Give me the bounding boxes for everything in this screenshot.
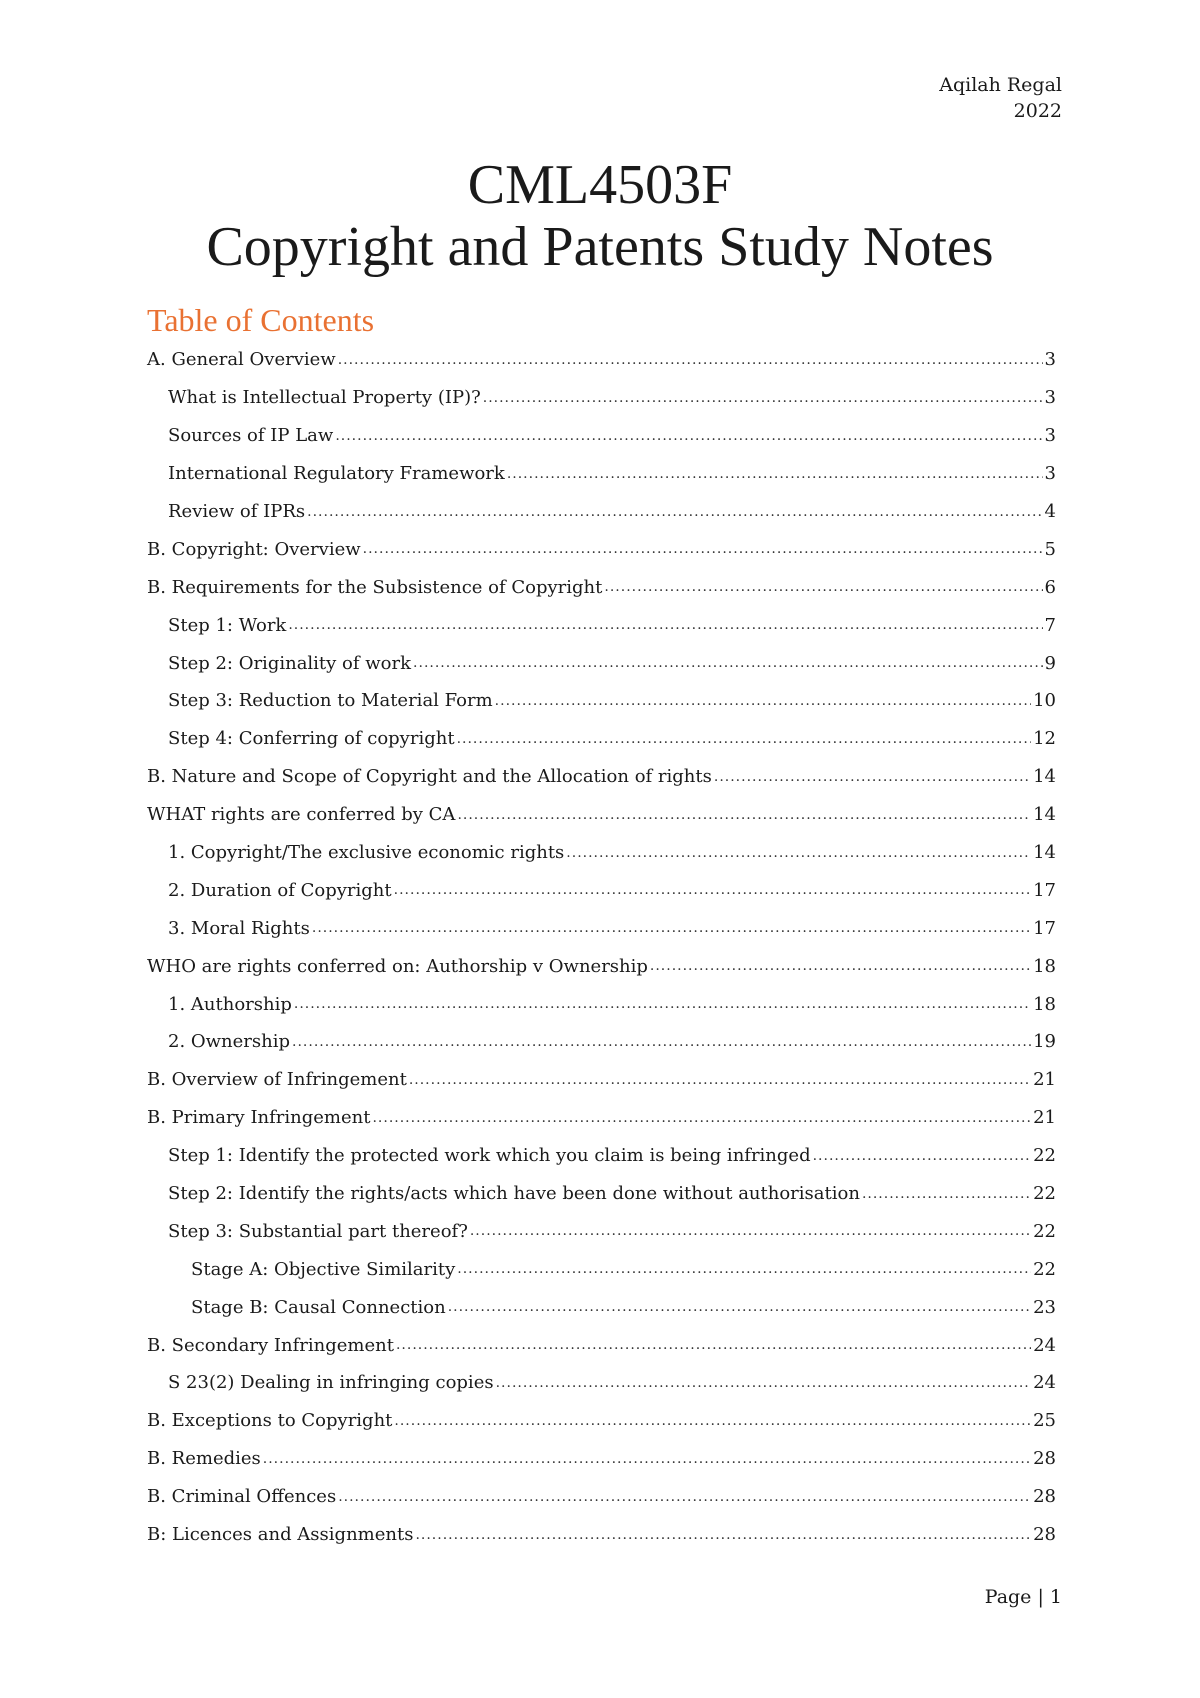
table-of-contents xyxy=(147,341,1056,1554)
toc-entry-page: 3 xyxy=(1044,349,1056,371)
toc-entry-title[interactable]: Stage A: Objective Similarity xyxy=(191,1258,456,1280)
toc-entry-page: 19 xyxy=(1033,1031,1056,1053)
toc-entry[interactable] xyxy=(147,379,1056,417)
toc-dot-leader xyxy=(813,1148,1031,1164)
toc-entry-title[interactable]: 2. Duration of Copyright xyxy=(168,879,392,901)
toc-entry-title[interactable]: 1. Authorship xyxy=(168,993,292,1015)
toc-entry-title[interactable]: Sources of IP Law xyxy=(168,425,334,447)
course-code-title: CML4503F xyxy=(467,154,733,216)
page-number-footer: Page | 1 xyxy=(984,1586,1062,1608)
toc-entry-title[interactable]: Step 2: Originality of work xyxy=(168,652,412,674)
toc-entry[interactable] xyxy=(147,1250,1056,1288)
toc-entry-title[interactable]: B. Copyright: Overview xyxy=(147,538,361,560)
toc-dot-leader xyxy=(650,958,1031,974)
toc-entry[interactable] xyxy=(147,796,1056,834)
toc-entry-page: 25 xyxy=(1033,1410,1056,1432)
toc-entry-page: 24 xyxy=(1033,1372,1056,1394)
toc-entry[interactable] xyxy=(147,417,1056,455)
toc-entry-page: 22 xyxy=(1033,1145,1056,1167)
toc-entry-page: 18 xyxy=(1033,955,1056,977)
toc-entry-page: 28 xyxy=(1033,1524,1056,1546)
toc-entry[interactable] xyxy=(147,530,1056,568)
toc-entry[interactable] xyxy=(147,1175,1056,1213)
toc-entry[interactable] xyxy=(147,1099,1056,1137)
toc-entry[interactable] xyxy=(147,947,1056,985)
toc-entry[interactable] xyxy=(147,1440,1056,1478)
toc-entry[interactable] xyxy=(147,493,1056,531)
toc-dot-leader xyxy=(457,807,1031,823)
toc-dot-leader xyxy=(566,845,1031,861)
toc-entry-page: 3 xyxy=(1044,387,1056,409)
toc-entry-title[interactable]: B. Secondary Infringement xyxy=(147,1334,394,1356)
toc-entry-title[interactable]: Review of IPRs xyxy=(168,501,306,522)
toc-dot-leader xyxy=(338,352,1043,368)
toc-entry-title[interactable]: S 23(2) Dealing in infringing copies xyxy=(168,1372,494,1394)
toc-entry-page: 3 xyxy=(1044,463,1056,485)
toc-entry-title[interactable]: WHAT rights are conferred by CA xyxy=(147,804,456,826)
toc-dot-leader xyxy=(413,655,1043,671)
toc-dot-leader xyxy=(604,579,1042,595)
toc-entry-page: 21 xyxy=(1033,1069,1056,1091)
toc-entry-page: 4 xyxy=(1044,501,1056,522)
toc-entry[interactable] xyxy=(147,568,1056,606)
toc-entry-page: 14 xyxy=(1033,766,1056,788)
toc-entry-title[interactable]: Step 3: Substantial part thereof? xyxy=(168,1220,468,1242)
document-title: Copyright and Patents Study Notes xyxy=(206,216,994,278)
toc-dot-leader xyxy=(862,1186,1031,1202)
toc-dot-leader xyxy=(714,769,1031,785)
document-year: 2022 xyxy=(1013,100,1062,122)
toc-entry-title[interactable]: B. Nature and Scope of Copyright and the Allocation of rights xyxy=(147,766,712,788)
toc-dot-leader xyxy=(409,1072,1031,1088)
toc-dot-leader xyxy=(394,1413,1031,1429)
toc-entry-page: 23 xyxy=(1033,1296,1056,1318)
toc-entry-title[interactable]: International Regulatory Framework xyxy=(168,463,505,485)
toc-entry-title[interactable]: B. Primary Infringement xyxy=(147,1107,371,1129)
toc-dot-leader xyxy=(372,1110,1031,1126)
toc-entry-page: 22 xyxy=(1033,1258,1056,1280)
toc-dot-leader xyxy=(448,1299,1031,1315)
toc-entry-page: 21 xyxy=(1033,1107,1056,1129)
toc-entry-title[interactable]: Step 1: Identify the protected work which you claim is being infringed xyxy=(168,1145,811,1167)
toc-entry-title[interactable]: B. Remedies xyxy=(147,1448,261,1470)
toc-entry-page: 10 xyxy=(1033,690,1056,712)
toc-entry-page: 9 xyxy=(1044,652,1056,674)
toc-entry-title[interactable]: 2. Ownership xyxy=(168,1031,291,1053)
toc-entry[interactable] xyxy=(147,871,1056,909)
toc-entry[interactable] xyxy=(147,909,1056,947)
toc-entry-title[interactable]: 1. Copyright/The exclusive economic rights xyxy=(168,842,565,864)
toc-entry-page: 6 xyxy=(1044,576,1056,598)
toc-dot-leader xyxy=(312,920,1031,936)
toc-entry-page: 17 xyxy=(1033,917,1056,939)
toc-entry-page: 5 xyxy=(1044,538,1056,560)
toc-dot-leader xyxy=(338,1489,1031,1505)
toc-dot-leader xyxy=(394,882,1031,898)
toc-entry-title[interactable]: 3. Moral Rights xyxy=(168,917,310,939)
toc-entry-page: 28 xyxy=(1033,1486,1056,1508)
toc-dot-leader xyxy=(415,1527,1031,1543)
toc-entry-title[interactable]: B. Criminal Offences xyxy=(147,1486,337,1508)
toc-entry[interactable] xyxy=(147,1137,1056,1175)
toc-entry[interactable] xyxy=(147,1364,1056,1402)
toc-entry[interactable] xyxy=(147,1061,1056,1099)
toc-entry-title[interactable]: What is Intellectual Property (IP)? xyxy=(168,387,481,409)
toc-entry-title[interactable]: Step 3: Reduction to Material Form xyxy=(168,690,493,712)
toc-entry-page: 22 xyxy=(1033,1220,1056,1242)
toc-dot-leader xyxy=(457,731,1032,747)
toc-entry-page: 14 xyxy=(1033,804,1056,826)
toc-dot-leader xyxy=(470,1223,1031,1239)
toc-entry-page: 7 xyxy=(1044,614,1056,636)
toc-entry[interactable] xyxy=(147,455,1056,493)
toc-dot-leader xyxy=(288,617,1042,633)
toc-entry-title[interactable]: Step 2: Identify the rights/acts which have been done without authorisation xyxy=(168,1183,860,1205)
toc-entry[interactable] xyxy=(147,720,1056,758)
toc-dot-leader xyxy=(292,1034,1031,1050)
toc-dot-leader xyxy=(396,1337,1031,1353)
toc-dot-leader xyxy=(495,693,1031,709)
toc-entry[interactable] xyxy=(147,1023,1056,1061)
toc-entry-page: 3 xyxy=(1044,425,1056,447)
toc-entry[interactable] xyxy=(147,1326,1056,1364)
toc-entry[interactable] xyxy=(147,1402,1056,1440)
toc-heading: Table of Contents xyxy=(147,302,375,338)
toc-entry-title[interactable]: Step 1: Work xyxy=(168,614,287,636)
toc-entry-title[interactable]: WHO are rights conferred on: Authorship v Ownership xyxy=(147,955,648,977)
toc-entry-page: 14 xyxy=(1033,842,1056,864)
page-header xyxy=(939,72,1062,124)
toc-entry[interactable] xyxy=(147,834,1056,872)
toc-entry-title[interactable]: A. General Overview xyxy=(147,349,336,371)
toc-entry-title[interactable]: B. Overview of Infringement xyxy=(147,1069,407,1091)
toc-entry[interactable] xyxy=(147,644,1056,682)
toc-dot-leader xyxy=(507,466,1043,482)
toc-dot-leader xyxy=(483,390,1043,406)
toc-entry-title[interactable]: Stage B: Causal Connection xyxy=(191,1296,446,1318)
toc-entry-page: 22 xyxy=(1033,1183,1056,1205)
toc-entry[interactable] xyxy=(147,1212,1056,1250)
toc-entry[interactable] xyxy=(147,1478,1056,1516)
toc-entry[interactable] xyxy=(147,758,1056,796)
toc-entry-title[interactable]: B: Licences and Assignments xyxy=(147,1524,414,1546)
toc-entry-title[interactable]: B. Exceptions to Copyright xyxy=(147,1410,393,1432)
author-name: Aqilah Regal xyxy=(939,74,1062,96)
toc-entry[interactable] xyxy=(147,682,1056,720)
toc-dot-leader xyxy=(263,1451,1031,1467)
toc-entry[interactable] xyxy=(147,341,1056,379)
toc-entry-page: 17 xyxy=(1033,879,1056,901)
toc-entry-page: 24 xyxy=(1033,1334,1056,1356)
toc-dot-leader xyxy=(335,428,1042,444)
toc-dot-leader xyxy=(307,504,1042,520)
toc-entry[interactable] xyxy=(147,1288,1056,1326)
toc-entry[interactable] xyxy=(147,606,1056,644)
toc-entry-page: 28 xyxy=(1033,1448,1056,1470)
toc-dot-leader xyxy=(457,1261,1031,1277)
toc-dot-leader xyxy=(496,1375,1032,1391)
toc-dot-leader xyxy=(363,541,1043,557)
toc-entry-page: 12 xyxy=(1033,728,1056,750)
toc-entry-title[interactable]: B. Requirements for the Subsistence of Copyright xyxy=(147,576,603,598)
toc-entry[interactable] xyxy=(147,1516,1056,1554)
toc-entry-page: 18 xyxy=(1033,993,1056,1015)
toc-dot-leader xyxy=(294,996,1031,1012)
toc-entry[interactable] xyxy=(147,985,1056,1023)
toc-entry-title[interactable]: Step 4: Conferring of copyright xyxy=(168,728,455,750)
